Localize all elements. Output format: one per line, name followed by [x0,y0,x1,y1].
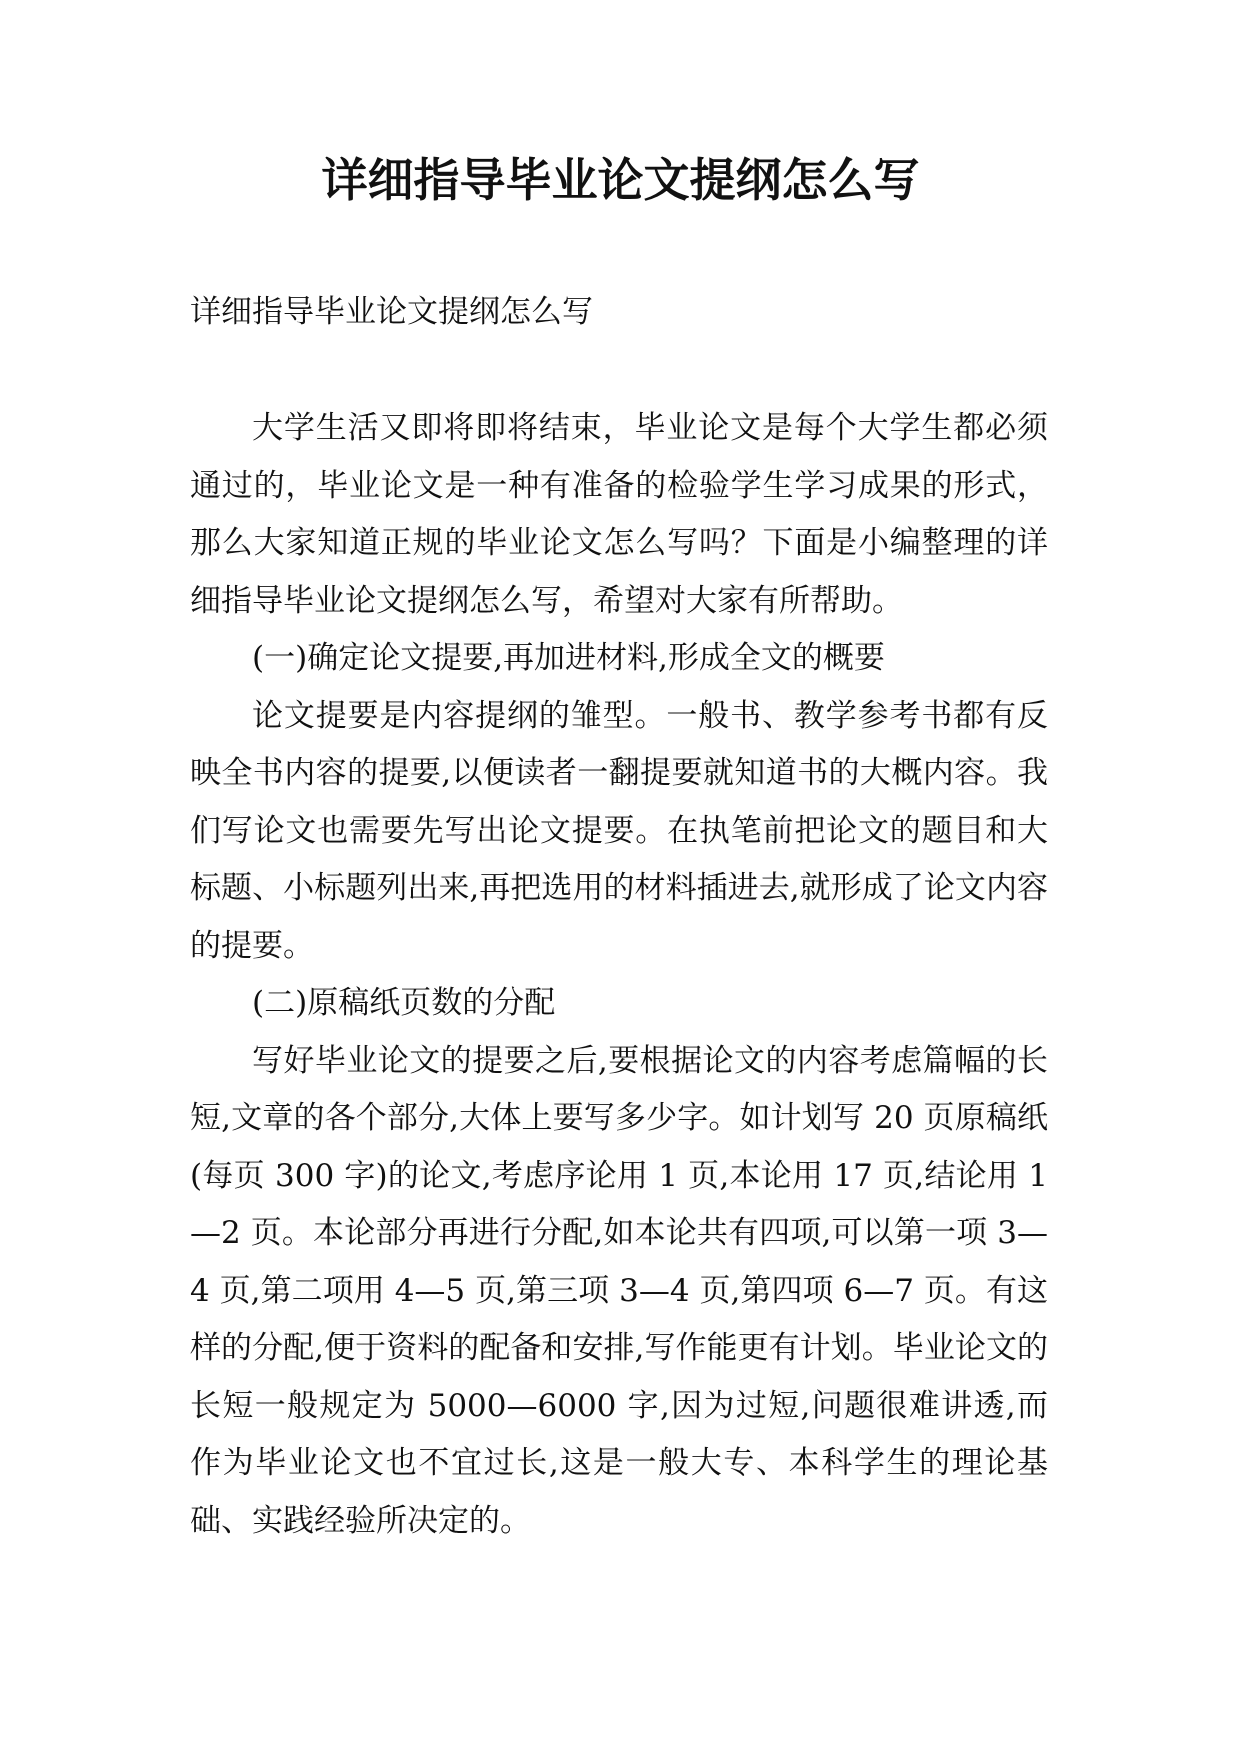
document-title: 详细指导毕业论文提纲怎么写 [321,153,920,207]
paragraph-intro: 大学生活又即将即将结束，毕业论文是每个大学生都必须通过的，毕业论文是一种有准备的检验学生学习成果的形式，那么大家知道正规的毕业论文怎么写吗？下面是小编整理的详细指导毕业论文提纲怎么写，希望对大家有所帮助。 [190,410,1048,619]
paragraph-section-1: 论文提要是内容提纲的雏型。一般书、教学参考书都有反映全书内容的提要,以便读者一翻提要就知道书的大概内容。我们写论文也需要先写出论文提要。在执笔前把论文的题目和大标题、小标题列出来,再把选用的材料插进去,就形成了论文内容的提要。 [190,697,1048,964]
document-body [190,400,1048,1550]
paragraph-section-2: 写好毕业论文的提要之后,要根据论文的内容考虑篇幅的长短,文章的各个部分,大体上要写多少字。如计划写 20 页原稿纸(每页 300 字)的论文,考虑序论用 1 页,本论用 17 页,结论用 1—2 页。本论部分再进行分配,如本论共有四项,可以第一项 3—4 页,第二项用 4—5 页,第三项 3—4 页,第四项 6—7 页。有这样的分配,便于资料的配备和安排,写作能更有计划。毕业论文的长短一般规定为 5000—6000 字,因为过短,问题很难讲透,而作为毕业论文也不宜过长,这是一般大专、本科学生的理论基础、实践经验所决定的。 [190,1042,1048,1539]
section-heading-1: (一)确定论文提要,再加进材料,形成全文的概要 [252,640,885,676]
document-subtitle: 详细指导毕业论文提纲怎么写 [190,294,593,330]
section-heading-2: (二)原稿纸页数的分配 [252,985,556,1021]
